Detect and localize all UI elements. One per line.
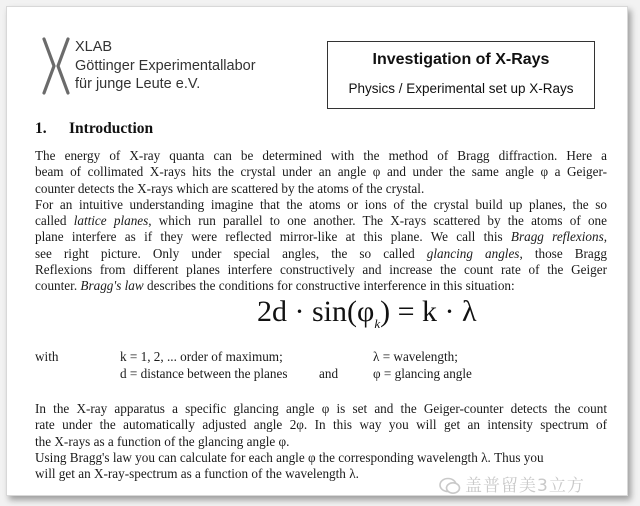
term-glancing-angles: glancing angles <box>426 245 520 261</box>
term-bragg-reflexions: Bragg reflexions <box>510 229 604 245</box>
text-line: rate under the automatically adjusted angle 2φ. In this way you will get an intensity spectrum of <box>35 417 607 433</box>
and-label: and <box>319 365 339 381</box>
definition-row <box>35 349 607 366</box>
variable-definitions <box>35 349 607 382</box>
text-line <box>35 229 607 245</box>
logo-line-3: für junge Leute e.V. <box>75 76 201 92</box>
bragg-formula <box>257 295 477 332</box>
text-span: called <box>35 213 74 229</box>
formula-lhs: 2d · sin(φ <box>257 295 375 328</box>
text-line: beam of collimated X-rays hits the crystal under an angle φ and under the same angle φ a Geiger- <box>35 164 607 180</box>
document-page <box>6 6 628 496</box>
text-line: Reflexions from different planes interfere constructively and increase the count rate of the Geiger <box>35 262 607 278</box>
text-line <box>35 278 607 294</box>
definition-phi: φ = glancing angle <box>373 365 472 381</box>
with-label: with <box>35 349 59 364</box>
text-line <box>35 246 607 262</box>
formula-subscript: k <box>374 316 381 331</box>
logo-line-2: Göttinger Experimentallabor <box>75 57 256 74</box>
definition-d: d = distance between the planes <box>120 365 288 381</box>
text-span: counter. <box>35 278 81 294</box>
wechat-icon <box>439 477 461 495</box>
text-line: In the X-ray apparatus a specific glancing angle φ is set and the Geiger-counter detects the count <box>35 401 607 416</box>
intro-paragraph <box>35 148 607 295</box>
header-title: Investigation of X-Rays <box>372 51 550 68</box>
logo-text <box>75 38 256 94</box>
watermark <box>439 471 585 496</box>
text-span: , <box>603 229 607 245</box>
term-braggs-law: Bragg's law <box>80 278 144 294</box>
text-line: counter detects the X-rays which are scattered by the atoms of the crystal. <box>35 180 425 196</box>
text-span: see right picture. Only under special angles, the so called <box>35 245 427 261</box>
logo-line-1: XLAB <box>75 39 113 55</box>
xlab-x-logo-icon <box>41 37 71 95</box>
section-heading <box>35 120 153 138</box>
formula-rhs: ) = k · λ <box>380 295 477 328</box>
text-line: The energy of X-ray quanta can be determined with the method of Bragg diffraction. Here a <box>35 148 607 163</box>
text-line: For an intuitive understanding imagine that the atoms or ions of the crystal build up planes, the so <box>35 196 607 212</box>
text-line: the X-rays as a function of the glancing angle φ. <box>35 433 290 449</box>
definition-k: k = 1, 2, ... order of maximum; <box>120 349 283 364</box>
header-subtitle: Physics / Experimental set up X-Rays <box>348 81 574 96</box>
watermark-text: 盖普留美3立方 <box>465 476 585 496</box>
section-title: Introduction <box>69 120 154 137</box>
definition-row <box>35 366 607 383</box>
definition-lambda: λ = wavelength; <box>373 349 458 364</box>
text-span: , those Bragg <box>519 245 607 261</box>
header-box <box>327 41 595 109</box>
text-line: will get an X-ray-spectrum as a function of the wavelength λ. <box>35 466 359 482</box>
term-lattice-planes: lattice planes <box>73 213 149 229</box>
text-span: , which run parallel to one another. The X-rays scattered by the atoms of one <box>148 213 607 229</box>
text-line: Using Bragg's law you can calculate for each angle φ the corresponding wavelength λ. Thus you <box>35 449 544 465</box>
text-span: plane interfere as if they were reflected mirror-like at this plane. We call this <box>35 229 511 245</box>
text-span: describes the conditions for constructive interference in this situation: <box>143 278 515 294</box>
text-line <box>35 213 607 229</box>
section-number: 1. <box>35 120 47 137</box>
